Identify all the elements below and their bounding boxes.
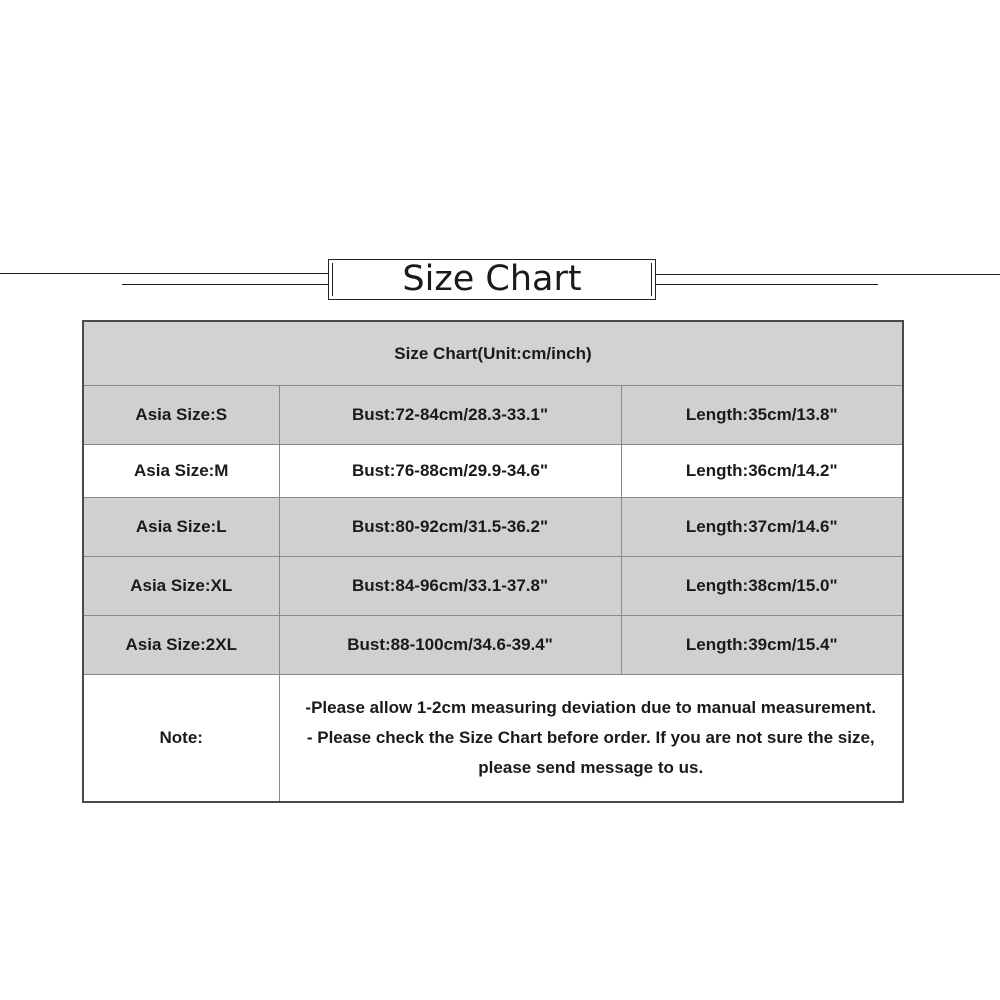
- table-caption: Size Chart(Unit:cm/inch): [83, 321, 903, 386]
- table-caption-row: [83, 321, 903, 386]
- note-row: [83, 675, 903, 803]
- size-cell: Asia Size:M: [83, 445, 279, 498]
- page-title: Size Chart: [402, 259, 582, 299]
- title-box: [328, 259, 656, 300]
- note-line: -Please allow 1-2cm measuring deviation due to manual measurement.: [305, 698, 877, 717]
- table-row: [83, 386, 903, 445]
- size-cell: Asia Size:XL: [83, 557, 279, 616]
- header-decor-line-right-top: [656, 274, 1000, 275]
- bust-cell: Bust:76-88cm/29.9-34.6": [279, 445, 621, 498]
- header-decor-line-left-bottom: [122, 284, 330, 285]
- length-cell: Length:36cm/14.2": [621, 445, 903, 498]
- size-chart-table: [82, 320, 904, 803]
- size-cell: Asia Size:2XL: [83, 616, 279, 675]
- bust-cell: Bust:80-92cm/31.5-36.2": [279, 498, 621, 557]
- bust-cell: Bust:72-84cm/28.3-33.1": [279, 386, 621, 445]
- table-row: [83, 557, 903, 616]
- table-row: [83, 445, 903, 498]
- table-row: [83, 616, 903, 675]
- note-line: please send message to us.: [478, 758, 704, 777]
- table-row: [83, 498, 903, 557]
- bust-cell: Bust:88-100cm/34.6-39.4": [279, 616, 621, 675]
- size-cell: Asia Size:S: [83, 386, 279, 445]
- note-content: [279, 675, 903, 803]
- header-decor-line-right-bottom: [656, 284, 878, 285]
- header-decor-line-left-top: [0, 273, 330, 274]
- length-cell: Length:35cm/13.8": [621, 386, 903, 445]
- note-line: - Please check the Size Chart before order. If you are not sure the size,: [306, 728, 875, 747]
- bust-cell: Bust:84-96cm/33.1-37.8": [279, 557, 621, 616]
- length-cell: Length:38cm/15.0": [621, 557, 903, 616]
- length-cell: Length:37cm/14.6": [621, 498, 903, 557]
- note-label: Note:: [83, 675, 279, 803]
- length-cell: Length:39cm/15.4": [621, 616, 903, 675]
- size-cell: Asia Size:L: [83, 498, 279, 557]
